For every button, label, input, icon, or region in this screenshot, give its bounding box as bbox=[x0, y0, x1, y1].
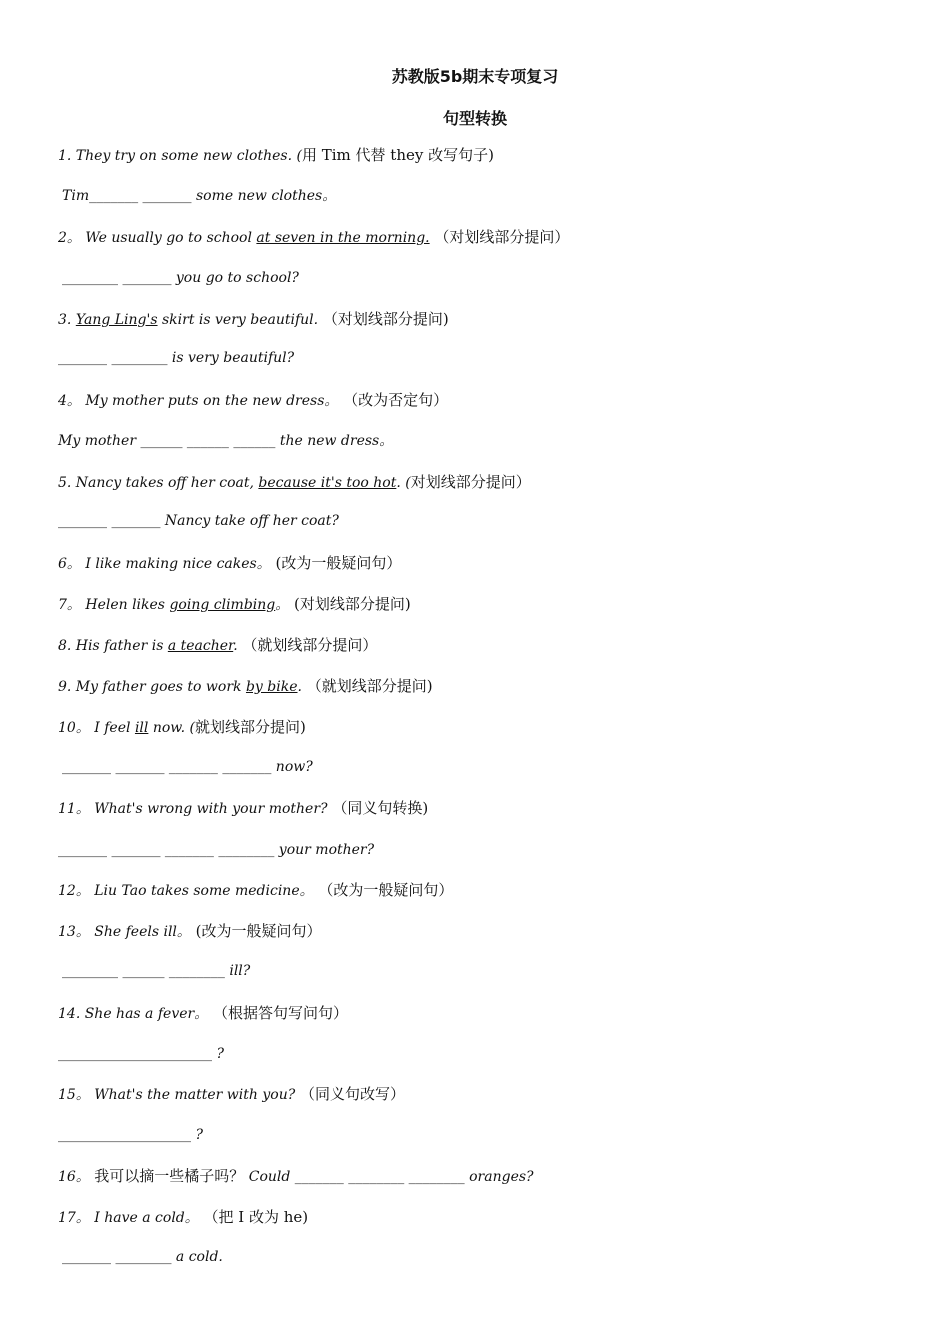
answer-14: ______________________ ? bbox=[58, 1046, 224, 1062]
answer-1: Tim_______ _______ some new clothes。 bbox=[62, 188, 337, 204]
answer-11: _______ _______ _______ ________ your mother? bbox=[58, 842, 375, 858]
question-15: 15。 What's the matter with you? （同义句改写） bbox=[58, 1085, 406, 1103]
question-11: 11。 What's wrong with your mother? （同义句转换) bbox=[58, 799, 429, 817]
question-12: 12。 Liu Tao takes some medicine。 （改为一般疑问句） bbox=[58, 881, 454, 899]
answer-2: ________ _______ you go to school? bbox=[62, 270, 299, 286]
question-16: 16。 我可以摘一些橘子吗？ Could _______ ________ ________ oranges? bbox=[58, 1167, 534, 1185]
question-17: 17。 I have a cold。 （把 I 改为 he) bbox=[58, 1208, 309, 1226]
question-7: 7。 Helen likes going climbing。 (对划线部分提问) bbox=[58, 595, 411, 613]
question-14: 14. She has a fever。 （根据答句写问句） bbox=[58, 1004, 348, 1022]
question-13: 13。 She feels ill。 (改为一般疑问句） bbox=[58, 922, 322, 940]
page-title: 苏教版5b期末专项复习 bbox=[391, 67, 559, 86]
answer-17: _______ ________ a cold. bbox=[62, 1249, 223, 1265]
answer-3: _______ ________ is very beautiful? bbox=[58, 350, 295, 366]
question-2: 2。 We usually go to school at seven in the morning. （对划线部分提问） bbox=[58, 228, 570, 246]
answer-13: ________ ______ ________ ill? bbox=[62, 963, 251, 979]
answer-5: _______ _______ Nancy take off her coat? bbox=[58, 513, 339, 529]
question-5: 5. Nancy takes off her coat, because it's too hot. (对划线部分提问） bbox=[58, 473, 531, 491]
question-3: 3. Yang Ling's skirt is very beautiful. （对划线部分提问) bbox=[58, 310, 449, 328]
question-8: 8. His father is a teacher. （就划线部分提问） bbox=[58, 636, 378, 654]
answer-10: _______ _______ _______ _______ now? bbox=[62, 759, 313, 775]
question-1: 1. They try on some new clothes. (用 Tim 代替 they 改写句子) bbox=[58, 146, 494, 164]
question-10: 10。 I feel ill now. (就划线部分提问) bbox=[58, 718, 306, 736]
answer-4: My mother ______ ______ ______ the new dress。 bbox=[58, 433, 394, 449]
question-6: 6。 I like making nice cakes。 (改为一般疑问句） bbox=[58, 554, 402, 572]
question-4: 4。 My mother puts on the new dress。 （改为否定句） bbox=[58, 391, 449, 409]
section-title: 句型转换 bbox=[442, 109, 507, 128]
answer-15: ___________________ ? bbox=[58, 1127, 203, 1143]
question-9: 9. My father goes to work by bike. （就划线部分提问) bbox=[58, 677, 433, 695]
